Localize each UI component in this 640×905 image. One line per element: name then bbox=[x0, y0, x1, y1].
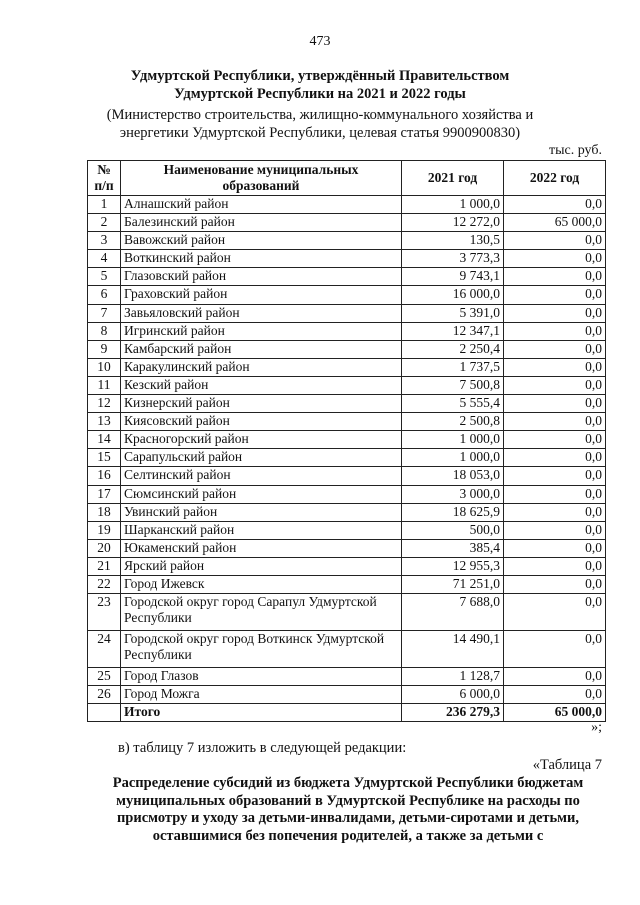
row-2022: 0,0 bbox=[504, 322, 606, 340]
row-2022: 0,0 bbox=[504, 304, 606, 322]
row-2022: 0,0 bbox=[504, 286, 606, 304]
row-name: Камбарский район bbox=[121, 340, 402, 358]
row-num: 3 bbox=[88, 232, 121, 250]
row-2021: 12 272,0 bbox=[402, 214, 504, 232]
row-2021: 7 688,0 bbox=[402, 594, 504, 631]
row-2022: 0,0 bbox=[504, 431, 606, 449]
row-name: Граховский район bbox=[121, 286, 402, 304]
row-2021: 1 737,5 bbox=[402, 358, 504, 376]
table-total-row bbox=[88, 704, 606, 722]
row-2021: 12 347,1 bbox=[402, 322, 504, 340]
section-heading: Распределение субсидий из бюджета Удмуртской Республики бюджетам муниципальных образований в Удмуртской Республике на расходы по присмотру и уходу за детьми-инвалидами, детьми-сиротами и детьми, оставшимися без попечения родителей, а также за детьми с bbox=[112, 775, 584, 844]
row-name: Город Ижевск bbox=[121, 575, 402, 593]
row-name: Красногорский район bbox=[121, 431, 402, 449]
row-2021: 385,4 bbox=[402, 539, 504, 557]
table-body bbox=[88, 196, 606, 704]
header-2022: 2022 год bbox=[504, 161, 606, 196]
table-subheading: (Министерство строительства, жилищно-коммунального хозяйства и энергетики Удмуртской Республики, целевая статья 9900900830) bbox=[106, 107, 534, 141]
row-num: 8 bbox=[88, 322, 121, 340]
units-label: тыс. руб. bbox=[549, 143, 602, 158]
row-name: Городской округ город Воткинск Удмуртской Республики bbox=[121, 631, 402, 668]
row-2022: 0,0 bbox=[504, 631, 606, 668]
row-num: 11 bbox=[88, 376, 121, 394]
table-reference: «Таблица 7 bbox=[532, 757, 602, 773]
row-num: 5 bbox=[88, 268, 121, 286]
header-num: № п/п bbox=[88, 161, 121, 196]
row-name: Алнашский район bbox=[121, 196, 402, 214]
row-num: 24 bbox=[88, 631, 121, 668]
row-num: 4 bbox=[88, 250, 121, 268]
row-2022: 65 000,0 bbox=[504, 214, 606, 232]
table-row bbox=[88, 668, 606, 686]
row-num: 2 bbox=[88, 214, 121, 232]
table-heading: Удмуртской Республики, утверждённый Правительством Удмуртской Республики на 2021 и 2022 годы bbox=[130, 68, 510, 102]
row-name: Ярский район bbox=[121, 557, 402, 575]
row-2022: 0,0 bbox=[504, 575, 606, 593]
row-2022: 0,0 bbox=[504, 521, 606, 539]
instruction-text: в) таблицу 7 изложить в следующей редакции: bbox=[118, 740, 407, 756]
row-name: Селтинский район bbox=[121, 467, 402, 485]
row-name: Город Можга bbox=[121, 686, 402, 704]
row-2021: 500,0 bbox=[402, 521, 504, 539]
row-2022: 0,0 bbox=[504, 268, 606, 286]
row-2022: 0,0 bbox=[504, 485, 606, 503]
row-num: 19 bbox=[88, 521, 121, 539]
row-2022: 0,0 bbox=[504, 686, 606, 704]
row-name: Каракулинский район bbox=[121, 358, 402, 376]
row-2022: 0,0 bbox=[504, 467, 606, 485]
row-2021: 16 000,0 bbox=[402, 286, 504, 304]
row-num: 21 bbox=[88, 557, 121, 575]
table-row bbox=[88, 539, 606, 557]
table-row bbox=[88, 340, 606, 358]
row-name: Киясовский район bbox=[121, 413, 402, 431]
header-name: Наименование муниципальных образований bbox=[121, 161, 402, 196]
row-num: 20 bbox=[88, 539, 121, 557]
row-name: Юкаменский район bbox=[121, 539, 402, 557]
row-num: 7 bbox=[88, 304, 121, 322]
table-row bbox=[88, 575, 606, 593]
row-name: Завьяловский район bbox=[121, 304, 402, 322]
row-2021: 1 000,0 bbox=[402, 431, 504, 449]
row-name: Балезинский район bbox=[121, 214, 402, 232]
table-row bbox=[88, 322, 606, 340]
table-row bbox=[88, 232, 606, 250]
total-label: Итого bbox=[121, 704, 402, 722]
row-name: Кезский район bbox=[121, 376, 402, 394]
total-num-cell bbox=[88, 704, 121, 722]
row-name: Игринский район bbox=[121, 322, 402, 340]
row-num: 9 bbox=[88, 340, 121, 358]
row-2022: 0,0 bbox=[504, 395, 606, 413]
row-2022: 0,0 bbox=[504, 594, 606, 631]
table-row bbox=[88, 557, 606, 575]
row-2021: 5 555,4 bbox=[402, 395, 504, 413]
closing-mark: »; bbox=[591, 720, 602, 735]
table-row bbox=[88, 467, 606, 485]
total-2022: 65 000,0 bbox=[504, 704, 606, 722]
row-2022: 0,0 bbox=[504, 196, 606, 214]
table-row bbox=[88, 395, 606, 413]
row-2022: 0,0 bbox=[504, 232, 606, 250]
table-row bbox=[88, 485, 606, 503]
row-num: 13 bbox=[88, 413, 121, 431]
table-row bbox=[88, 286, 606, 304]
table-row bbox=[88, 196, 606, 214]
subsidy-table bbox=[87, 160, 606, 722]
row-2021: 2 250,4 bbox=[402, 340, 504, 358]
row-name: Увинский район bbox=[121, 503, 402, 521]
row-num: 26 bbox=[88, 686, 121, 704]
row-name: Сарапульский район bbox=[121, 449, 402, 467]
row-2021: 18 053,0 bbox=[402, 467, 504, 485]
row-2021: 18 625,9 bbox=[402, 503, 504, 521]
table-row bbox=[88, 376, 606, 394]
header-2021: 2021 год bbox=[402, 161, 504, 196]
table-row bbox=[88, 413, 606, 431]
row-2022: 0,0 bbox=[504, 449, 606, 467]
row-2022: 0,0 bbox=[504, 340, 606, 358]
row-name: Сюмсинский район bbox=[121, 485, 402, 503]
row-2021: 3 000,0 bbox=[402, 485, 504, 503]
row-name: Воткинский район bbox=[121, 250, 402, 268]
row-2022: 0,0 bbox=[504, 413, 606, 431]
row-num: 12 bbox=[88, 395, 121, 413]
row-num: 15 bbox=[88, 449, 121, 467]
table-row bbox=[88, 358, 606, 376]
row-2021: 2 500,8 bbox=[402, 413, 504, 431]
row-2021: 1 000,0 bbox=[402, 449, 504, 467]
row-2022: 0,0 bbox=[504, 376, 606, 394]
row-num: 6 bbox=[88, 286, 121, 304]
table-row bbox=[88, 631, 606, 668]
row-num: 25 bbox=[88, 668, 121, 686]
row-2021: 6 000,0 bbox=[402, 686, 504, 704]
row-name: Город Глазов bbox=[121, 668, 402, 686]
row-num: 14 bbox=[88, 431, 121, 449]
table-row bbox=[88, 268, 606, 286]
row-num: 10 bbox=[88, 358, 121, 376]
row-2021: 71 251,0 bbox=[402, 575, 504, 593]
row-2022: 0,0 bbox=[504, 503, 606, 521]
row-2021: 130,5 bbox=[402, 232, 504, 250]
table-row bbox=[88, 521, 606, 539]
table-row bbox=[88, 304, 606, 322]
row-num: 17 bbox=[88, 485, 121, 503]
table-row bbox=[88, 449, 606, 467]
row-name: Вавожский район bbox=[121, 232, 402, 250]
row-num: 18 bbox=[88, 503, 121, 521]
row-2022: 0,0 bbox=[504, 539, 606, 557]
table-header-row bbox=[88, 161, 606, 196]
row-2022: 0,0 bbox=[504, 358, 606, 376]
row-name: Глазовский район bbox=[121, 268, 402, 286]
row-2021: 9 743,1 bbox=[402, 268, 504, 286]
row-2021: 7 500,8 bbox=[402, 376, 504, 394]
row-2022: 0,0 bbox=[504, 557, 606, 575]
row-num: 16 bbox=[88, 467, 121, 485]
row-num: 23 bbox=[88, 594, 121, 631]
table-row bbox=[88, 503, 606, 521]
row-name: Шарканский район bbox=[121, 521, 402, 539]
row-name: Городской округ город Сарапул Удмуртской Республики bbox=[121, 594, 402, 631]
row-2021: 5 391,0 bbox=[402, 304, 504, 322]
table-row bbox=[88, 594, 606, 631]
row-num: 1 bbox=[88, 196, 121, 214]
total-2021: 236 279,3 bbox=[402, 704, 504, 722]
row-2021: 1 128,7 bbox=[402, 668, 504, 686]
row-2022: 0,0 bbox=[504, 668, 606, 686]
row-num: 22 bbox=[88, 575, 121, 593]
table-row bbox=[88, 214, 606, 232]
row-2022: 0,0 bbox=[504, 250, 606, 268]
row-name: Кизнерский район bbox=[121, 395, 402, 413]
table-row bbox=[88, 250, 606, 268]
page-number: 473 bbox=[309, 34, 331, 49]
table-row bbox=[88, 431, 606, 449]
row-2021: 3 773,3 bbox=[402, 250, 504, 268]
row-2021: 12 955,3 bbox=[402, 557, 504, 575]
row-2021: 14 490,1 bbox=[402, 631, 504, 668]
table-row bbox=[88, 686, 606, 704]
row-2021: 1 000,0 bbox=[402, 196, 504, 214]
